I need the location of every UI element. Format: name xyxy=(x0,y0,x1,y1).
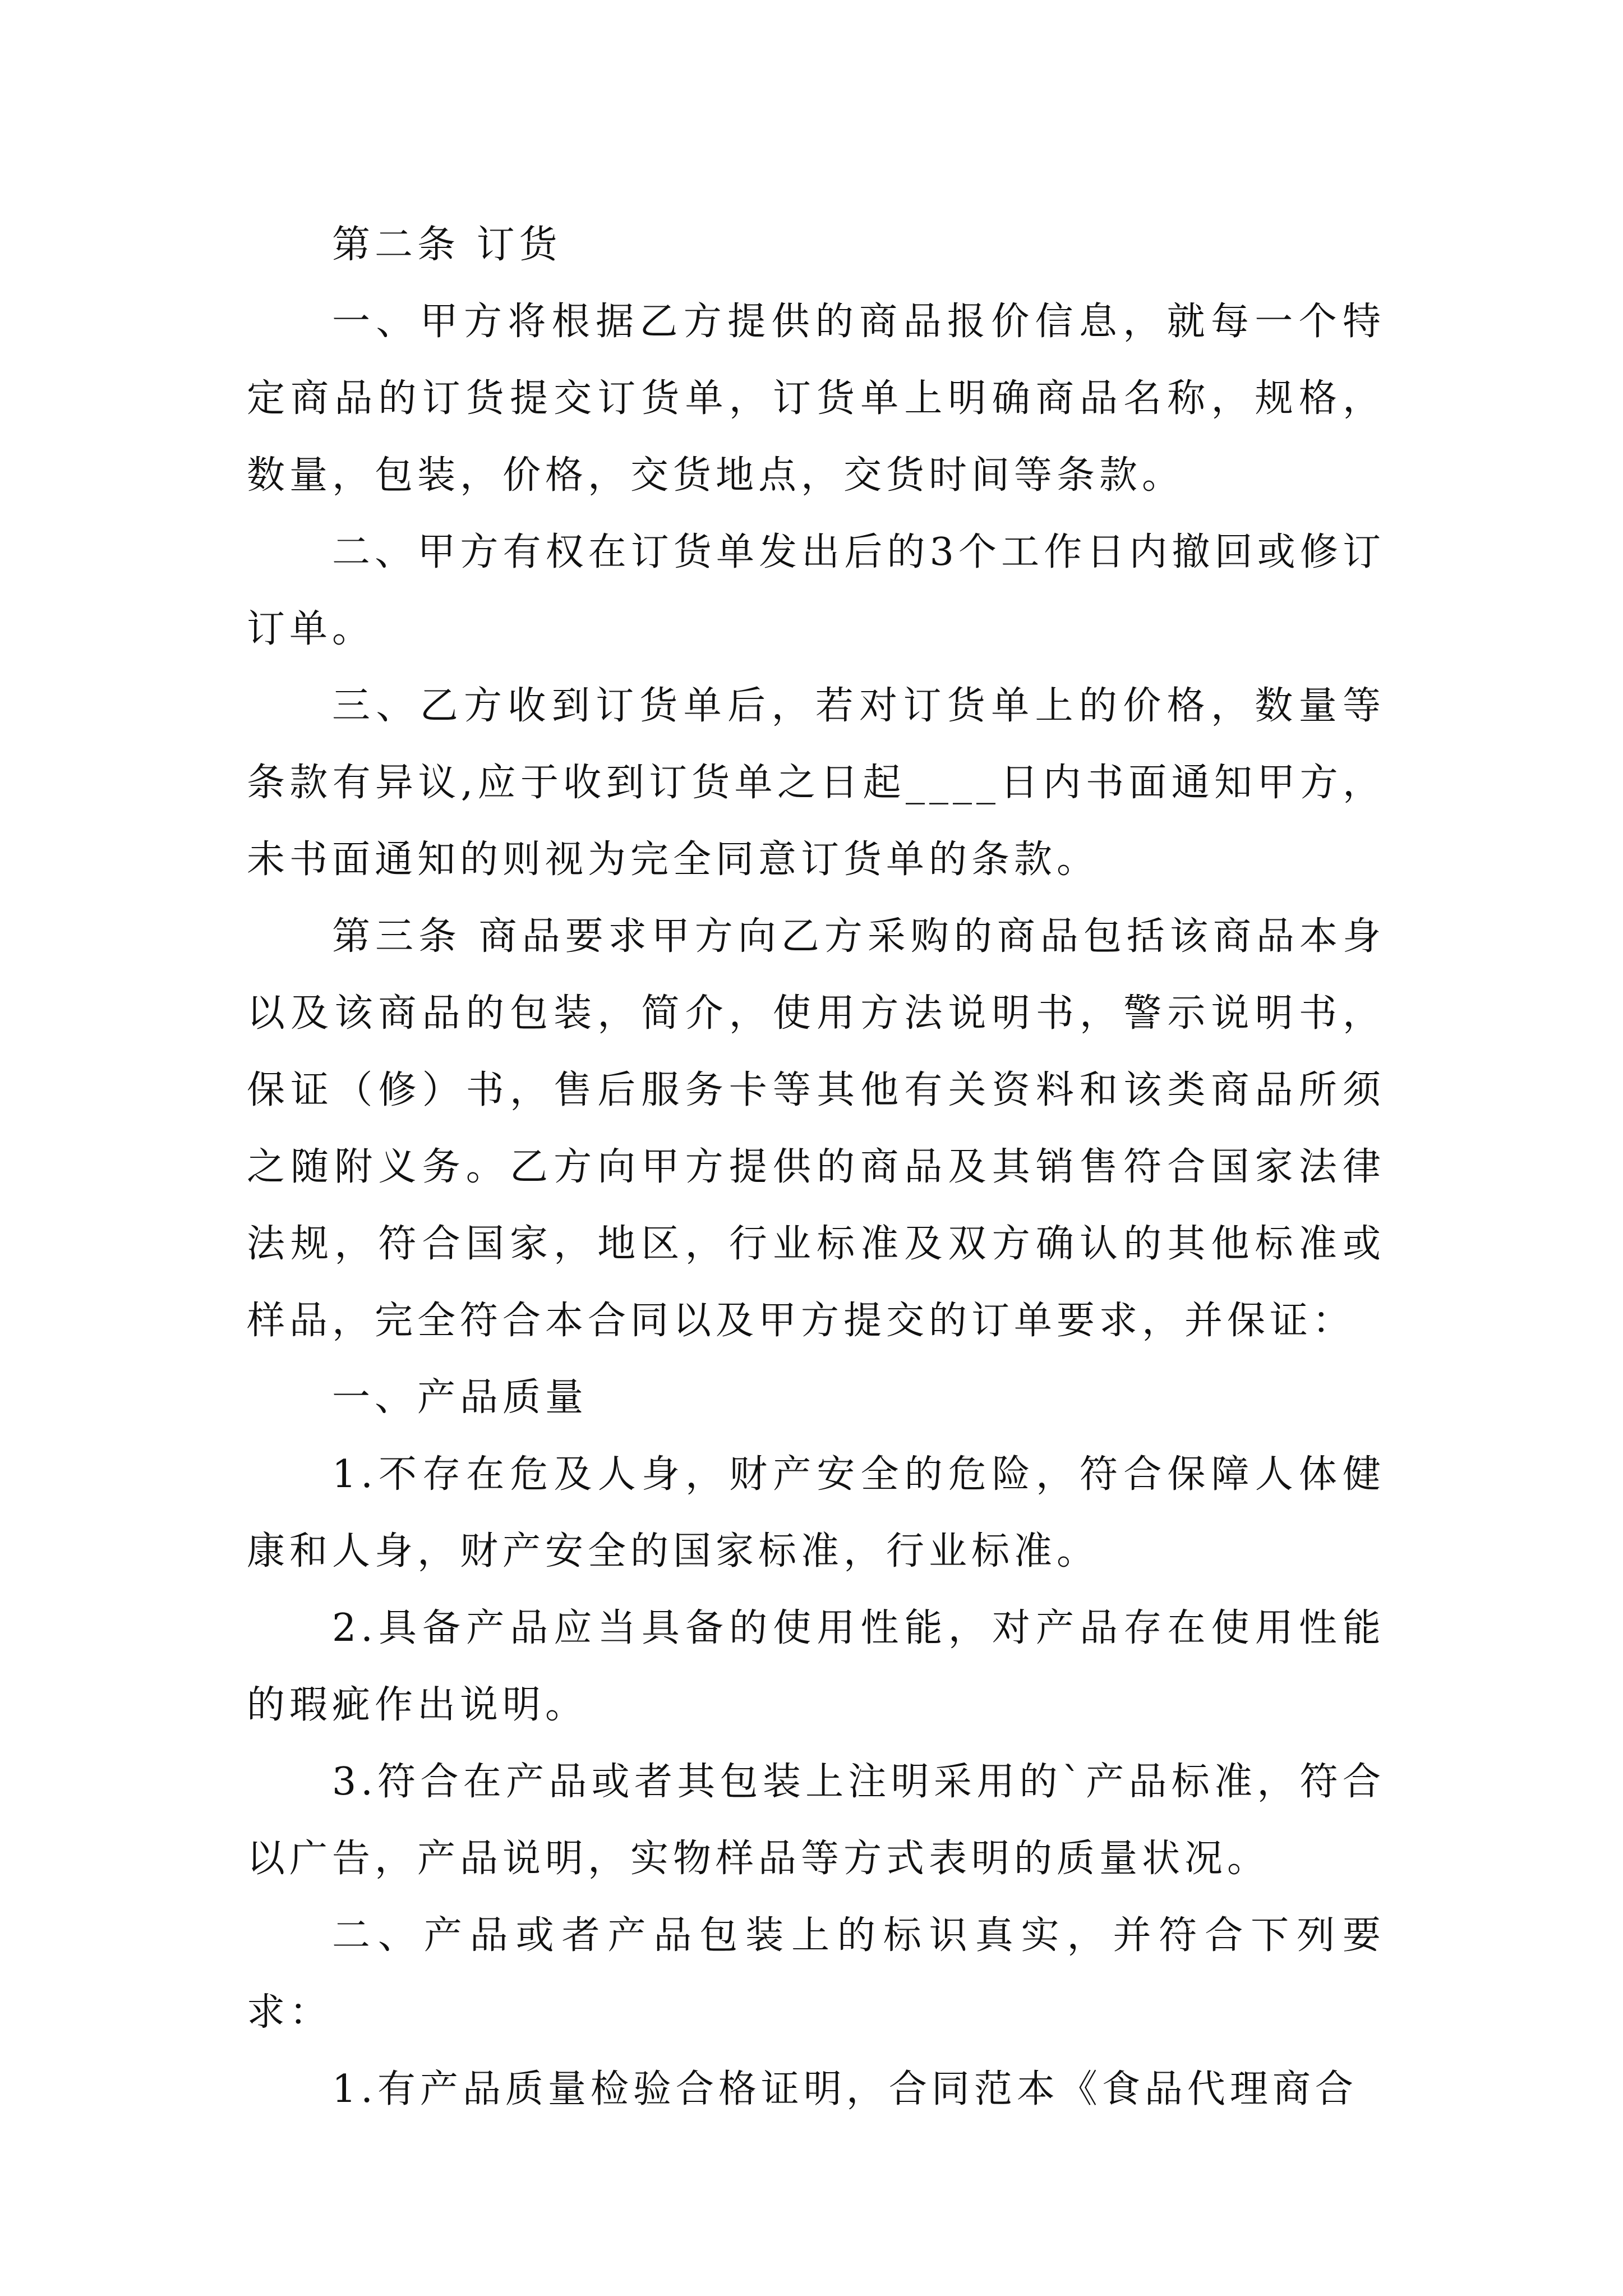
list-item-quality-1: 1.不存在危及人身，财产安全的危险，符合保障人体健康和人身，财产安全的国家标准，行业标准。 xyxy=(247,1452,1385,1573)
paragraph-order-submission: 一、甲方将根据乙方提供的商品报价信息，就每一个特定商品的订货提交订货单，订货单上明确商品名称，规格，数量，包装，价格，交货地点，交货时间等条款。 xyxy=(247,300,1385,498)
subheading-labeling: 二、产品或者产品包装上的标识真实，并符合下列要求： xyxy=(247,1913,1385,2035)
list-item-quality-3: 3.符合在产品或者其包装上注明采用的`产品标准，符合以广告，产品说明，实物样品等方式表明的质量状况。 xyxy=(247,1760,1385,1881)
subheading-product-quality: 一、产品质量 xyxy=(332,1375,588,1420)
section-heading-product-requirements: 第三条 商品要求甲方向乙方采购的商品包括该商品本身以及该商品的包装，简介，使用方法说明书，警示说明书，保证（修）书，售后服务卡等其他有关资料和该类商品所须之随附义务。乙方向甲方提供的商品及其销售符合国家法律法规，符合国家，地区，行业标准及双方确认的其他标准或样品，完全符合本合同以及甲方提交的订单要求，并保证： xyxy=(247,914,1385,1343)
list-item-labeling-1: 1.有产品质量检验合格证明，合同范本《食品代理商合 xyxy=(332,2067,1358,2111)
document-body xyxy=(247,206,1385,2128)
list-item-quality-2: 2.具备产品应当具备的使用性能，对产品存在使用性能的瑕疵作出说明。 xyxy=(247,1606,1385,1727)
paragraph-order-revision: 二、甲方有权在订货单发出后的3个工作日内撤回或修订订单。 xyxy=(247,530,1385,651)
section-heading-ordering: 第二条 订货 xyxy=(332,223,562,267)
paragraph-order-objection: 三、乙方收到订货单后，若对订货单上的价格，数量等条款有异议,应于收到订货单之日起____日内书面通知甲方，未书面通知的则视为完全同意订货单的条款。 xyxy=(247,684,1385,882)
